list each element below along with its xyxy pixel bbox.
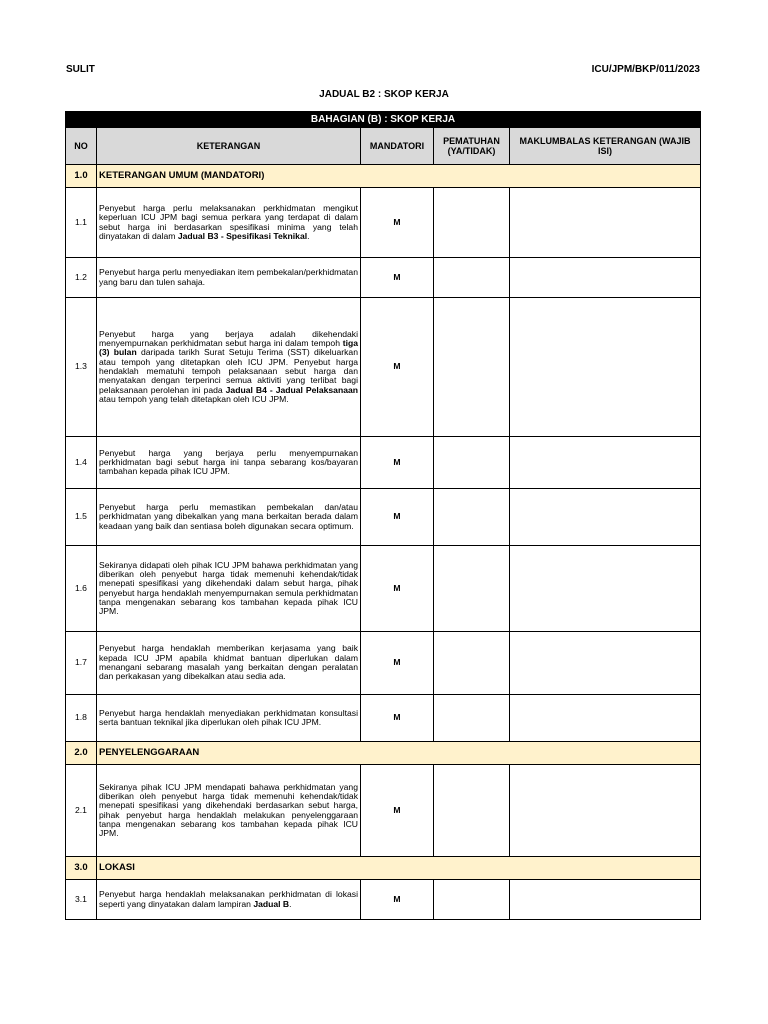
description-segment: Penyebut harga hendaklah memberikan kerjasama yang baik kepada ICU JPM apabila khidmat bantuan diperlukan dalam menangani sebarang masalah yang berkaitan dengan peralatan dan perkakasan yang dibekalkan atau sedia ada. [99,643,358,682]
description-segment: atau tempoh yang telah ditetapkan oleh ICU JPM. [99,393,289,404]
section-number: 1.0 [66,165,97,188]
table-row [66,489,701,546]
item-number: 2.1 [66,765,97,857]
item-description [97,546,361,632]
description-segment: Sekiranya didapati oleh pihak ICU JPM bahawa perkhidmatan yang diberikan oleh penyebut harga tidak memenuhi kehendak/tidak menepati spesifikasi yang dikehendaki dalam sebut harga, pihak penyebut harga hendaklah menyempurnakan semula perkhidmatan tanpa mengenakan sebarang kos tambahan kepada pihak ICU JPM. [99,559,358,617]
item-description [97,695,361,742]
description-bold-segment: Jadual B3 - Spesifikasi Teknikal [177,230,308,241]
description-bold-segment: Jadual B4 - Jadual Pelaksanaan [225,384,358,395]
table-row [66,880,701,920]
description-segment: Penyebut harga yang berjaya adalah dikehendaki menyempurnakan perkhidmatan sebut harga ini dalam tempoh [99,328,358,349]
column-header-mandatori: MANDATORI [361,128,434,165]
item-number: 1.7 [66,632,97,695]
item-description [97,765,361,857]
response-cell[interactable] [510,695,701,742]
mandatory-flag: M [361,188,434,258]
table-row [66,632,701,695]
column-header-no: NO [66,128,97,165]
section-number: 2.0 [66,742,97,765]
mandatory-flag: M [361,546,434,632]
compliance-cell[interactable] [434,546,510,632]
mandatory-flag: M [361,489,434,546]
mandatory-flag: M [361,437,434,489]
column-header-pematuhan: PEMATUHAN (YA/TIDAK) [434,128,510,165]
table-row [66,188,701,258]
item-description [97,188,361,258]
description-segment: Penyebut harga hendaklah menyediakan perkhidmatan konsultasi serta bantuan teknikal jika diperlukan oleh pihak ICU JPM. [99,707,358,727]
description-segment: . [307,230,310,241]
description-segment: Penyebut harga perlu melaksanakan perkhidmatan mengikut keperluan ICU JPM bagi semua perkara yang terdapat di dalam sebut harga ini berdasarkan spesifikasi minima yang telah dinyatakan di dalam [99,202,358,241]
table-row [66,546,701,632]
response-cell[interactable] [510,546,701,632]
description-segment: Penyebut harga perlu menyediakan item pembekalan/perkhidmatan yang baru dan tulen sahaja. [99,267,358,287]
response-cell[interactable] [510,489,701,546]
column-header-maklumbalas: MAKLUMBALAS KETERANGAN (WAJIB ISI) [510,128,701,165]
description-segment: daripada tarikh Surat Setuju Terima (SST) dikeluarkan atau tempoh yang ditetapkan oleh ICU JPM. Penyebut harga hendaklah mematuhi tempoh pelaksanaan sebut harga dan menyatakan dengan terperinci semua aktiviti yang terlibat bagi pelaksanaan perolehan ini pada [99,347,358,395]
section-row [66,742,701,765]
table-row [66,765,701,857]
compliance-cell[interactable] [434,880,510,920]
response-cell[interactable] [510,765,701,857]
table-row [66,258,701,298]
item-number: 3.1 [66,880,97,920]
description-segment: Sekiranya pihak ICU JPM mendapati bahawa perkhidmatan yang diberikan oleh penyebut harga tidak memenuhi kehendak/tidak menepati spesifikasi yang dikehendaki berdasarkan sebut harga, pihak penyebut harga hendaklah melakukan penyelenggaraan tanpa mengenakan sebarang kos tambahan kepada pihak ICU JPM. [99,781,358,839]
response-cell[interactable] [510,632,701,695]
item-number: 1.1 [66,188,97,258]
classification-label: SULIT [66,64,95,75]
table-row [66,695,701,742]
response-cell[interactable] [510,188,701,258]
compliance-cell[interactable] [434,489,510,546]
mandatory-flag: M [361,695,434,742]
description-segment: Penyebut harga perlu memastikan pembekalan dan/atau perkhidmatan yang dibekalkan yang mana berkaitan berada dalam keadaan yang baik dan sentiasa boleh digunakan secara optimum. [99,502,358,531]
section-title: PENYELENGGARAAN [97,742,701,765]
table-body [66,165,701,920]
section-title: LOKASI [97,857,701,880]
mandatory-flag: M [361,880,434,920]
mandatory-flag: M [361,765,434,857]
item-number: 1.6 [66,546,97,632]
item-description [97,632,361,695]
reference-number: ICU/JPM/BKP/011/2023 [591,64,700,75]
mandatory-flag: M [361,632,434,695]
item-description [97,880,361,920]
mandatory-flag: M [361,258,434,298]
item-number: 1.2 [66,258,97,298]
item-description [97,258,361,298]
description-bold-segment: tiga (3) bulan [99,338,358,358]
response-cell[interactable] [510,258,701,298]
description-segment: . [289,898,292,909]
item-description [97,437,361,489]
compliance-cell[interactable] [434,298,510,437]
table-row [66,298,701,437]
compliance-cell[interactable] [434,258,510,298]
column-header-keterangan: KETERANGAN [97,128,361,165]
table-banner: BAHAGIAN (B) : SKOP KERJA [66,112,701,128]
response-cell[interactable] [510,437,701,489]
section-number: 3.0 [66,857,97,880]
item-number: 1.3 [66,298,97,437]
section-row [66,165,701,188]
section-title: KETERANGAN UMUM (MANDATORI) [97,165,701,188]
item-description [97,298,361,437]
item-number: 1.8 [66,695,97,742]
compliance-cell[interactable] [434,765,510,857]
scope-table [65,111,701,920]
compliance-cell[interactable] [434,188,510,258]
mandatory-flag: M [361,298,434,437]
item-number: 1.4 [66,437,97,489]
description-bold-segment: Jadual B [253,898,290,909]
document-title: JADUAL B2 : SKOP KERJA [319,89,449,100]
item-number: 1.5 [66,489,97,546]
response-cell[interactable] [510,880,701,920]
compliance-cell[interactable] [434,695,510,742]
description-segment: Penyebut harga yang berjaya perlu menyempurnakan perkhidmatan bagi sebut harga ini tanpa sebarang kos/bayaran tambahan kepada pihak ICU JPM. [99,447,358,477]
section-row [66,857,701,880]
item-description [97,489,361,546]
description-segment: Penyebut harga hendaklah melaksanakan perkhidmatan di lokasi seperti yang dinyatakan dalam lampiran [99,889,358,909]
response-cell[interactable] [510,298,701,437]
table-row [66,437,701,489]
compliance-cell[interactable] [434,437,510,489]
compliance-cell[interactable] [434,632,510,695]
